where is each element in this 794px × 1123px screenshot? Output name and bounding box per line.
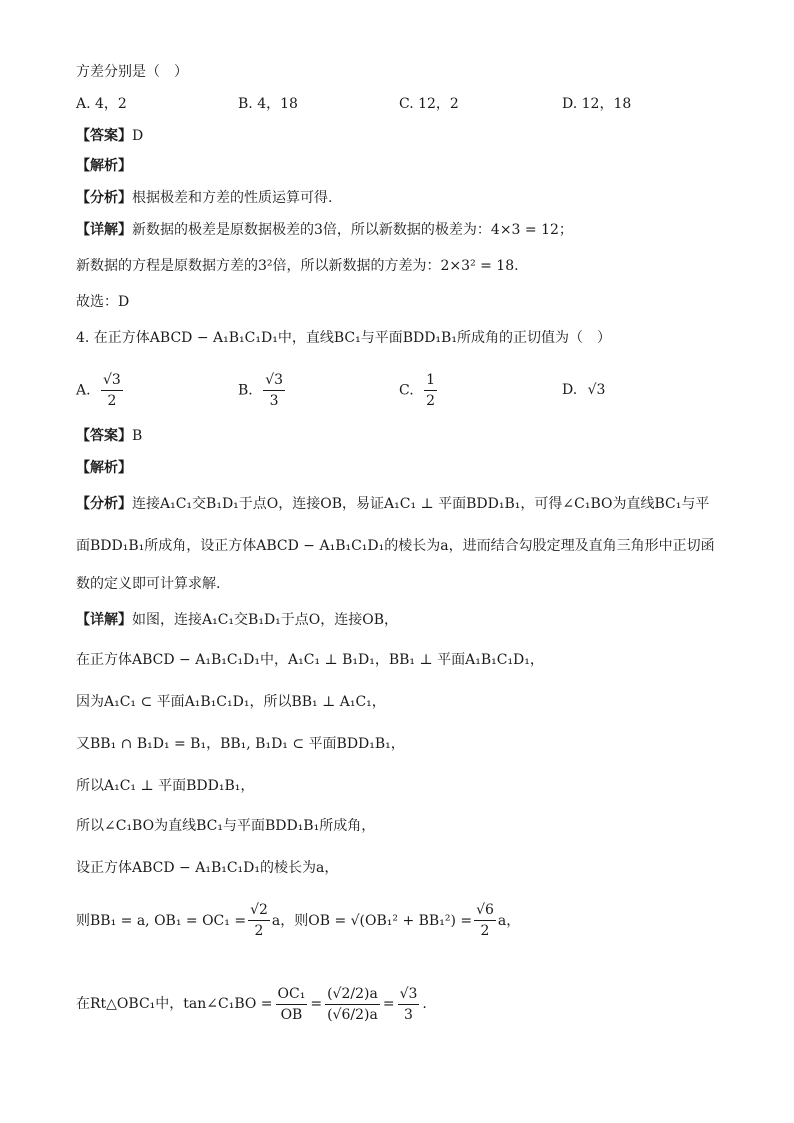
q3-option-b: B. 4，18 — [238, 96, 298, 112]
fraction-denominator: 3 — [404, 1006, 413, 1023]
q3-answer-line — [76, 126, 143, 146]
compound-fraction — [325, 984, 380, 1025]
q4-option-d — [562, 380, 605, 400]
fraction-oc1-over-ob — [276, 984, 308, 1025]
fraction-result — [398, 984, 420, 1025]
fraction-denominator: 2 — [107, 393, 117, 409]
option-fraction — [101, 370, 123, 411]
q4-option-b — [238, 370, 285, 411]
q3-detail-line-2: 新数据的方程是原数据方差的3²倍，所以新数据的方差为：2×3² = 18. — [76, 258, 519, 274]
fraction-numerator: √3 — [263, 370, 285, 391]
fraction-sqrt2-over-2 — [248, 900, 270, 941]
q4-detail-line-4: 又BB₁ ∩ B₁D₁ = B₁，BB₁, B₁D₁ ⊂ 平面BDD₁B₁， — [76, 736, 405, 752]
q4-detail-line-8 — [76, 900, 520, 941]
fraction-denominator: (√6/2)a — [327, 1006, 378, 1023]
fraction-numerator: 1 — [424, 370, 437, 391]
fraction-denominator: 2 — [426, 393, 436, 409]
q3-fenxi-line — [76, 188, 332, 208]
q3-option-c: C. 12，2 — [399, 96, 459, 112]
q4-option-c — [399, 370, 437, 411]
answer-tag: 【答案】 — [76, 428, 132, 444]
option-label: A. — [76, 382, 91, 399]
q4-analysis-tag: 【解析】 — [76, 460, 132, 476]
q4-stem: 4. 在正方体ABCD − A₁B₁C₁D₁中，直线BC₁与平面BDD₁B₁所成角的正切值为（ ） — [76, 330, 611, 346]
answer-value: B — [132, 428, 143, 444]
option-fraction — [424, 370, 437, 411]
fraction-numerator: √2 — [248, 900, 270, 921]
q4-detail-line-5: 所以A₁C₁ ⊥ 平面BDD₁B₁， — [76, 778, 255, 794]
answer-tag: 【答案】 — [76, 128, 132, 144]
q3-stem-tail: 方差分别是（ ） — [76, 64, 188, 80]
q3-option-d: D. 12，18 — [562, 96, 632, 112]
detail-text-1: 如图，连接A₁C₁交B₁D₁于点O，连接OB， — [132, 612, 399, 628]
equals-sign: = — [310, 996, 323, 1012]
q4-fenxi-line-1 — [76, 494, 709, 514]
equals-sign: = — [382, 996, 395, 1012]
detail-text-8a: 则BB₁ = a, OB₁ = OC₁ = — [76, 912, 247, 929]
fenxi-tag: 【分析】 — [76, 496, 132, 512]
fraction-denominator: 3 — [269, 393, 279, 409]
option-label: C. — [399, 382, 414, 399]
q4-detail-line-2: 在正方体ABCD − A₁B₁C₁D₁中，A₁C₁ ⊥ B₁D₁，BB₁ ⊥ 平面A₁B₁C₁D₁， — [76, 652, 544, 668]
fenxi-tag: 【分析】 — [76, 190, 132, 206]
q4-fenxi-line-2: 面BDD₁B₁所成角，设正方体ABCD − A₁B₁C₁D₁的棱长为a，进而结合勾股定理及直角三角形中正切函 — [76, 538, 715, 554]
q4-fenxi-line-3: 数的定义即可计算求解. — [76, 576, 221, 592]
detail-tag: 【详解】 — [76, 222, 132, 238]
fraction-numerator: (√2/2)a — [325, 984, 380, 1005]
q4-detail-line-7: 设正方体ABCD − A₁B₁C₁D₁的棱长为a， — [76, 860, 339, 876]
fraction-numerator: OC₁ — [276, 984, 308, 1005]
q4-detail-line-9 — [76, 968, 427, 1040]
q4-option-a — [76, 370, 123, 411]
q3-analysis-tag: 【解析】 — [76, 158, 132, 174]
q4-answer-line — [76, 426, 142, 446]
q4-detail-line-6: 所以∠C₁BO为直线BC₁与平面BDD₁B₁所成角， — [76, 818, 376, 834]
fraction-denominator: 2 — [254, 923, 264, 939]
q3-detail-line-1 — [76, 220, 573, 240]
detail-text-8c: a， — [497, 912, 521, 929]
fenxi-text-1: 连接A₁C₁交B₁D₁于点O，连接OB，易证A₁C₁ ⊥ 平面BDD₁B₁，可得∠C₁BO为直线BC₁与平 — [132, 496, 710, 512]
fraction-denominator: OB — [280, 1006, 303, 1023]
q3-option-a: A. 4，2 — [76, 96, 127, 112]
detail-text-1: 新数据的极差是原数据极差的3倍，所以新数据的极差为：4×3 = 12； — [132, 222, 573, 238]
fraction-sqrt6-over-2 — [474, 900, 496, 941]
option-fraction — [263, 370, 285, 411]
detail-tag: 【详解】 — [76, 612, 132, 628]
fraction-denominator: 2 — [480, 923, 490, 939]
option-value: √3 — [587, 382, 606, 398]
answer-value: D — [132, 128, 144, 144]
fenxi-text: 根据极差和方差的性质运算可得. — [132, 190, 333, 206]
option-label: B. — [238, 382, 253, 399]
period: . — [422, 996, 427, 1012]
option-label: D. — [562, 382, 578, 398]
fraction-numerator: √3 — [101, 370, 123, 391]
fraction-numerator: √6 — [474, 900, 496, 921]
q4-detail-line-3: 因为A₁C₁ ⊂ 平面A₁B₁C₁D₁，所以BB₁ ⊥ A₁C₁， — [76, 694, 386, 710]
detail-text-9a: 在Rt△OBC₁中，tan∠C₁BO = — [76, 996, 273, 1012]
q4-detail-line-1 — [76, 610, 398, 630]
q3-conclusion: 故选：D — [76, 294, 130, 310]
detail-text-8b: a，则OB = √(OB₁² + BB₁²) = — [271, 912, 473, 929]
fraction-numerator: √3 — [398, 984, 420, 1005]
